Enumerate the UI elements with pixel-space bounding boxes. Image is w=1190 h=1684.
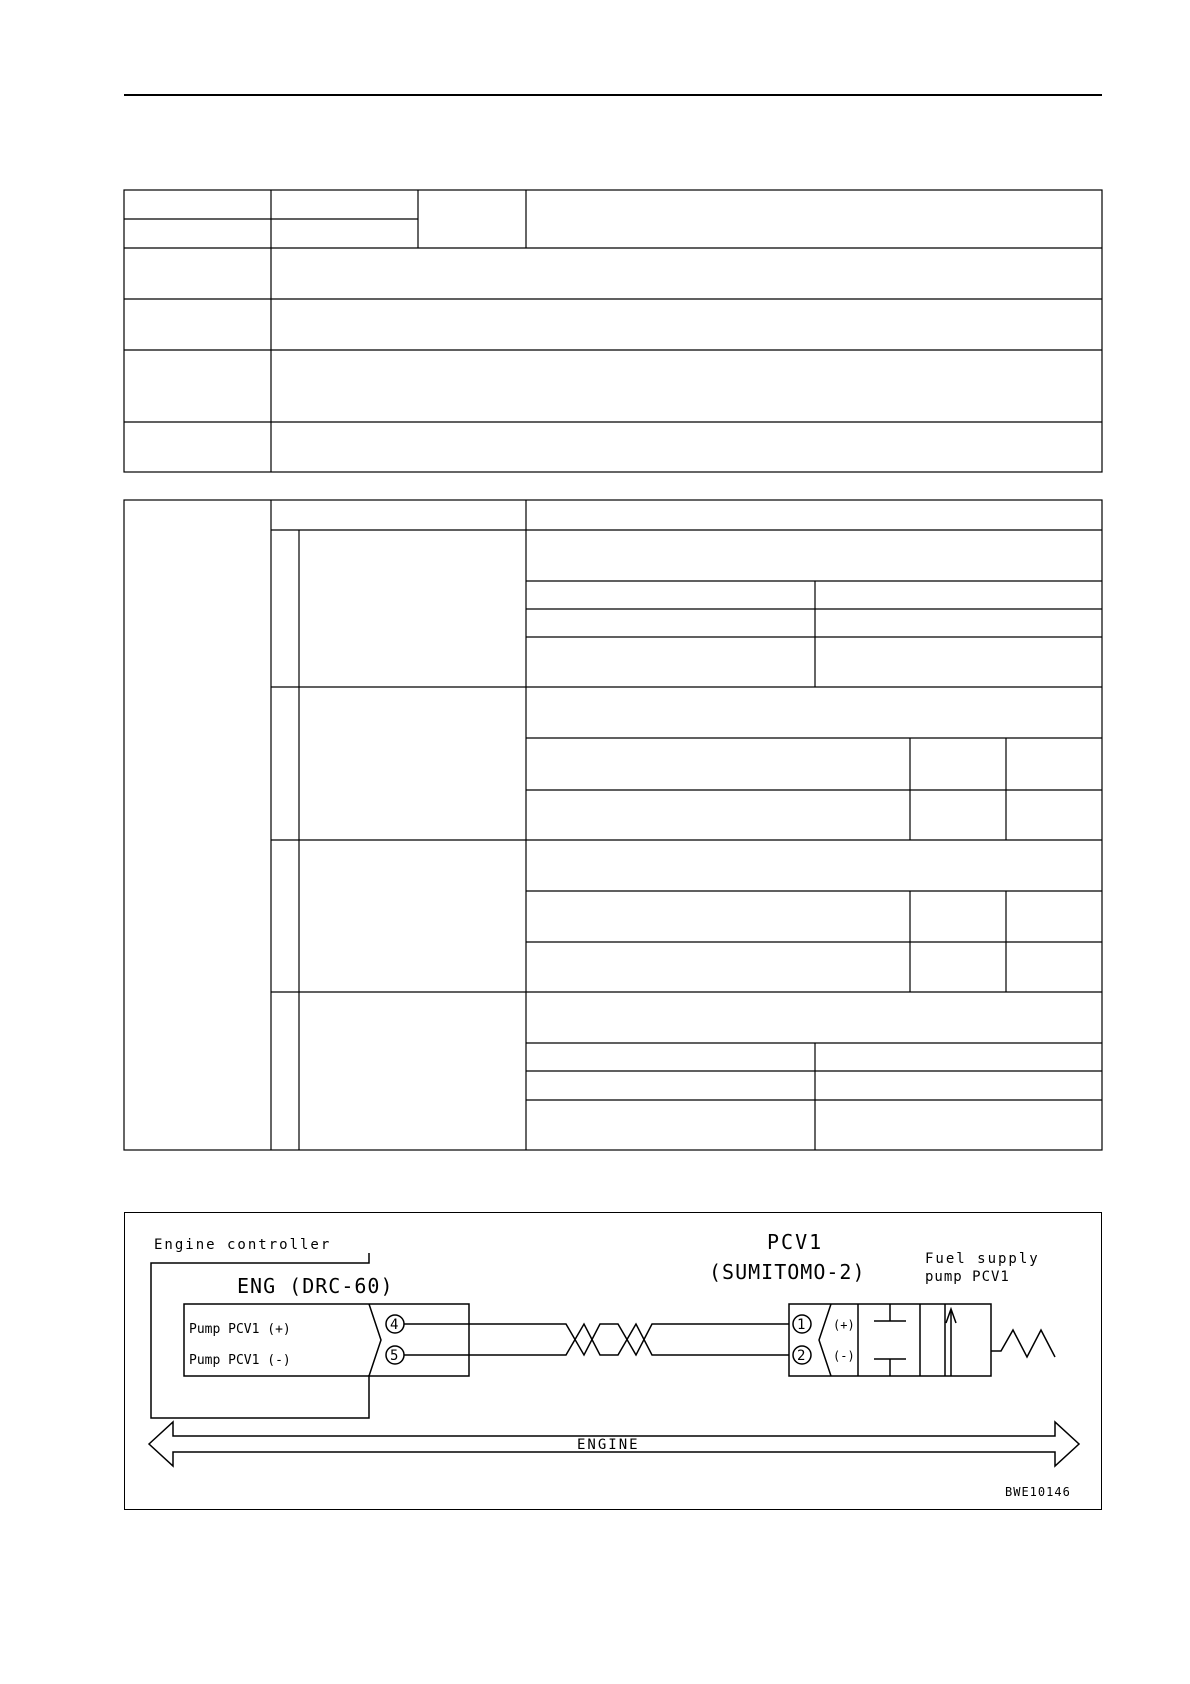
device-polarity-minus: (-): [833, 1349, 855, 1363]
device-pin-1: 1: [797, 1317, 806, 1333]
pin-label-minus: Pump PCV1 (-): [189, 1353, 291, 1368]
harness-label: ENGINE: [577, 1437, 640, 1453]
controller-pin-5: 5: [390, 1348, 399, 1364]
device-connector-label: (SUMITOMO-2): [709, 1260, 866, 1284]
figure-code: BWE10146: [1005, 1485, 1071, 1499]
controller-connector-label: ENG (DRC-60): [237, 1274, 394, 1298]
fuel-pump-label-line2: pump PCV1: [925, 1269, 1010, 1285]
fuel-pump-label-line1: Fuel supply: [925, 1251, 1040, 1267]
pin-label-plus: Pump PCV1 (+): [189, 1322, 291, 1337]
device-polarity-plus: (+): [833, 1318, 855, 1332]
controller-label: Engine controller: [154, 1237, 332, 1253]
controller-pin-4: 4: [390, 1317, 399, 1333]
circuit-diagram: [124, 1212, 1102, 1510]
device-name: PCV1: [767, 1230, 824, 1254]
device-pin-2: 2: [797, 1348, 806, 1364]
